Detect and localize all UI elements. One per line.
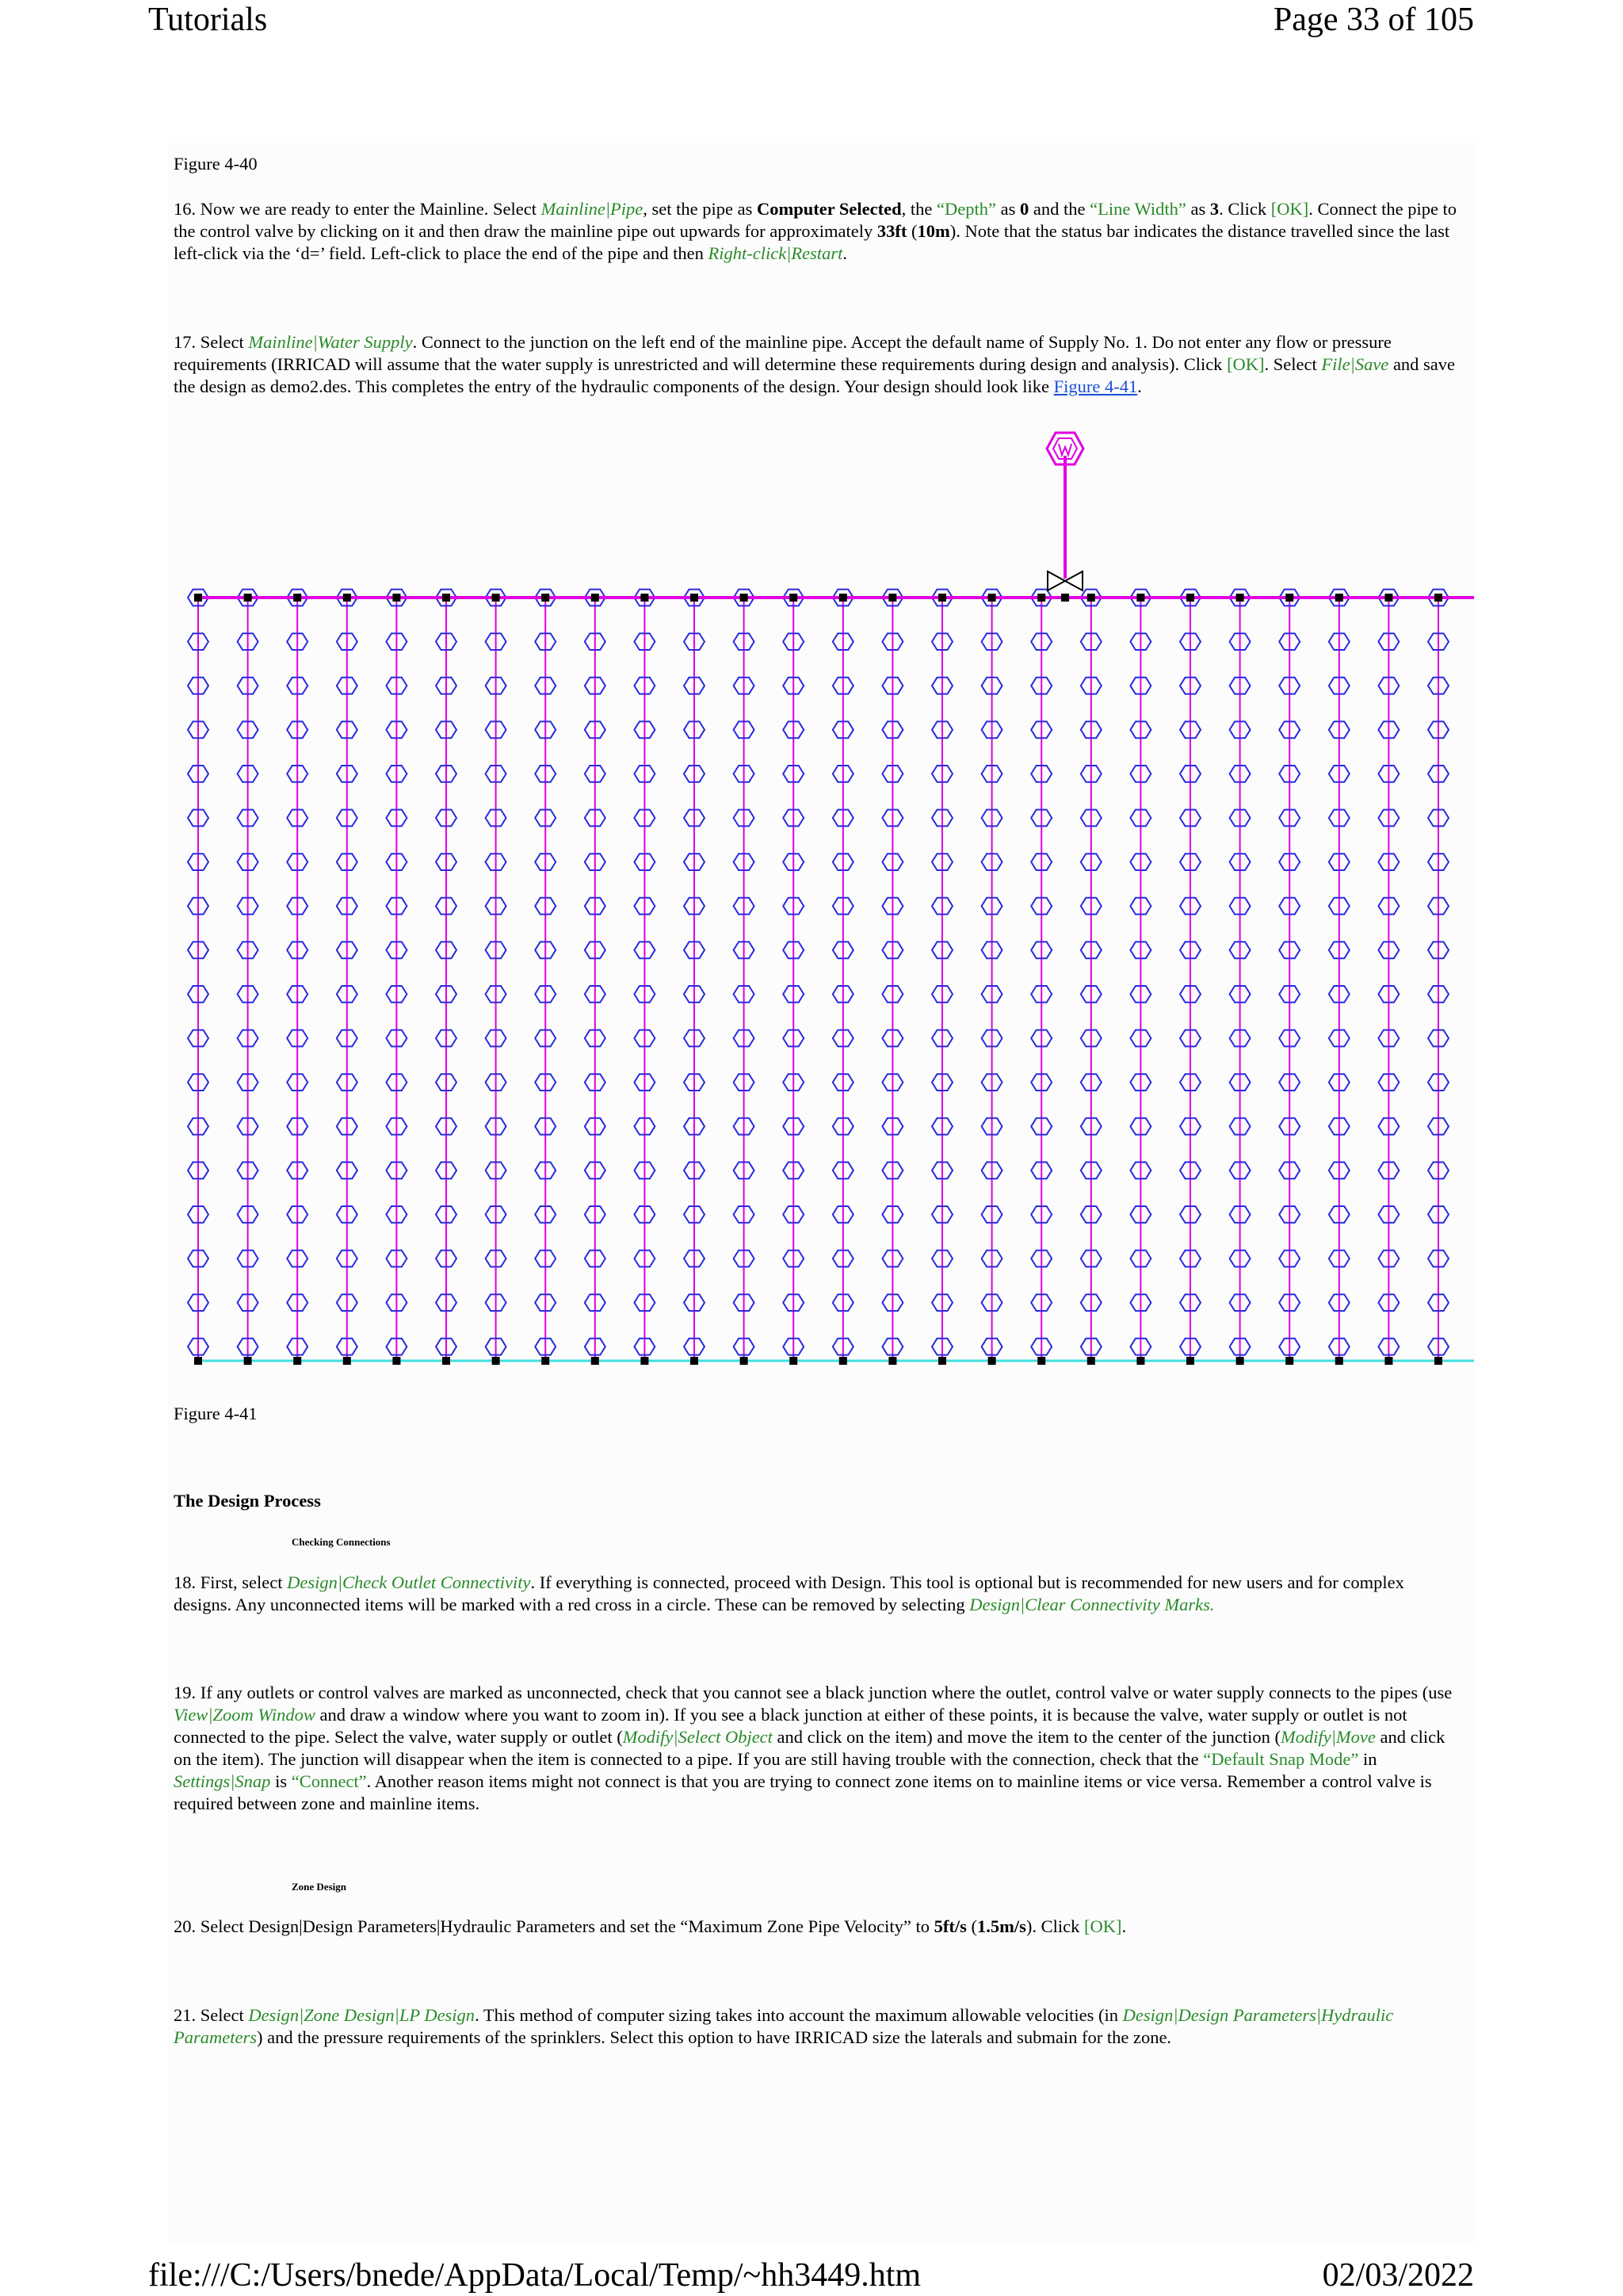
junction-icon — [938, 594, 946, 602]
step-21-paragraph: 21. Select Design|Zone Design|LP Design. This method of computer sizing takes into account the maximum allowable velocities (in Design|Design Parameters|Hydraulic Parameters) and the pressure requirements of the sprinklers. Select this option to have IRRICAD size the laterals and submain for the zone. — [174, 2005, 1394, 2047]
junction-icon — [1335, 1357, 1343, 1365]
junction-icon — [591, 594, 599, 602]
step-18-paragraph: 18. First, select Design|Check Outlet Connectivity. If everything is connected, proceed with Design. This tool is optional but is recommended for new users and for complex designs. Any unconnected items will be marked with a red cross in a circle. These can be removed by selecting Design|Clear Connectivity Marks. — [174, 1572, 1404, 1614]
figure-4-41-caption: Figure 4-41 — [174, 1404, 258, 1423]
sprinklers-group — [188, 590, 1449, 1355]
junction-icon — [1087, 594, 1095, 602]
junction-icon — [1335, 594, 1343, 602]
junction-icon — [888, 594, 896, 602]
junction-icon — [740, 1357, 748, 1365]
junction-icon — [1236, 594, 1244, 602]
junction-icon — [640, 594, 648, 602]
junction-icon — [293, 594, 301, 602]
junction-icon — [690, 594, 698, 602]
step-20-paragraph: 20. Select Design|Design Parameters|Hydraulic Parameters and set the “Maximum Zone Pipe Velocity” to 5ft/s (1.5m/s). Click [OK]. — [174, 1916, 1127, 1936]
junction-icon — [789, 594, 797, 602]
junction-icon — [244, 594, 252, 602]
junction-icon — [1384, 594, 1392, 602]
junction-icon — [690, 1357, 698, 1365]
step-17-paragraph: 17. Select Mainline|Water Supply. Connect to the junction on the left end of the mainline pipe. Accept the default name of Supply No. 1. Do not enter any flow or pressure requirements (IRRICAD will assume that the water supply is unrestricted and will determine these requirements during design and analysis). Click [OK]. Select File|Save and save the design as demo2.des. This completes the entry of the hydraulic components of the design. Your design should look like Figure 4-41. — [174, 332, 1456, 396]
subheading-zone-design: Zone Design — [292, 1881, 346, 1893]
figure-4-40-caption: Figure 4-40 — [174, 154, 258, 174]
junction-icon — [1186, 1357, 1194, 1365]
junction-icon — [392, 1357, 400, 1365]
junction-icon — [194, 1357, 202, 1365]
junction-icon — [492, 594, 500, 602]
footer-file-path: file:///C:/Users/bnede/AppData/Local/Temp/~hh3449.htm — [148, 2257, 922, 2294]
water-supply-icon — [1047, 433, 1083, 464]
junction-icon — [442, 1357, 450, 1365]
laterals-group — [198, 598, 1438, 1361]
subheading-checking-connections: Checking Connections — [292, 1536, 391, 1548]
junction-icon — [1384, 1357, 1392, 1365]
header-page-number: Page 33 of 105 — [1273, 2, 1474, 38]
junction-icon — [1434, 1357, 1442, 1365]
junction-icon — [194, 594, 202, 602]
footer-date: 02/03/2022 — [1322, 2257, 1474, 2294]
header-title: Tutorials — [148, 2, 268, 38]
junction-icon — [293, 1357, 301, 1365]
junction-icon — [789, 1357, 797, 1365]
junction-icon — [1236, 1357, 1244, 1365]
junction-icon — [442, 594, 450, 602]
section-heading-design-process: The Design Process — [174, 1491, 321, 1511]
junction-icon — [1061, 594, 1069, 602]
junction-icon — [988, 594, 996, 602]
step-19-paragraph: 19. If any outlets or control valves are marked as unconnected, check that you cannot see a black junction where the outlet, control valve or water supply connects to the pipes (use View|Zoom Window and draw a window where you want to zoom in). If you see a black junction at either of these points, it is because the valve, water supply or outlet is not connected to the pipe. Select the valve, water supply or outlet (Modify|Select Object and click on the item) and move the item to the center of the junction (Modify|Move and click on the item). The junction will disappear when the item is connected to a pipe. If you are still having trouble with the connection, check that the “Default Snap Mode” in Settings|Snap is “Connect”. Another reason items might not connect is that you are trying to connect zone items on to mainline items or vice versa. Remember a control valve is required between zone and mainline items. — [174, 1683, 1453, 1813]
junction-icon — [1037, 1357, 1045, 1365]
menu-mainline-pipe: Mainline|Pipe — [540, 199, 643, 219]
junction-icon — [1186, 594, 1194, 602]
junction-icon — [839, 1357, 847, 1365]
junction-icon — [1087, 1357, 1095, 1365]
junction-icon — [392, 594, 400, 602]
junction-icon — [988, 1357, 996, 1365]
junction-icon — [888, 1357, 896, 1365]
figure-4-41-link[interactable]: Figure 4-41 — [1053, 376, 1138, 396]
junction-icon — [1434, 594, 1442, 602]
junction-icon — [1285, 1357, 1293, 1365]
junction-icon — [839, 594, 847, 602]
junction-icon — [541, 594, 549, 602]
junction-icon — [640, 1357, 648, 1365]
junction-icon — [1285, 594, 1293, 602]
junctions-group — [194, 594, 1442, 1365]
junction-icon — [740, 594, 748, 602]
junction-icon — [591, 1357, 599, 1365]
junction-icon — [938, 1357, 946, 1365]
junction-icon — [541, 1357, 549, 1365]
junction-icon — [1136, 594, 1144, 602]
junction-icon — [1037, 594, 1045, 602]
junction-icon — [244, 1357, 252, 1365]
junction-icon — [343, 1357, 351, 1365]
junction-icon — [1136, 1357, 1144, 1365]
junction-icon — [492, 1357, 500, 1365]
junction-icon — [343, 594, 351, 602]
step-16-paragraph: 16. Now we are ready to enter the Mainline. Select Mainline|Pipe, set the pipe as Computer Selected, the “Depth” as 0 and the “Line Width” as 3. Click [OK]. Connect the pipe to the control valve by clicking on it and then draw the mainline pipe out upwards for approximately 33ft (10m). Note that the status bar indicates the distance travelled since the last left-click via the ‘d=’ field. Left-click to place the end of the pipe and then Right-click|Restart. — [174, 199, 1457, 263]
